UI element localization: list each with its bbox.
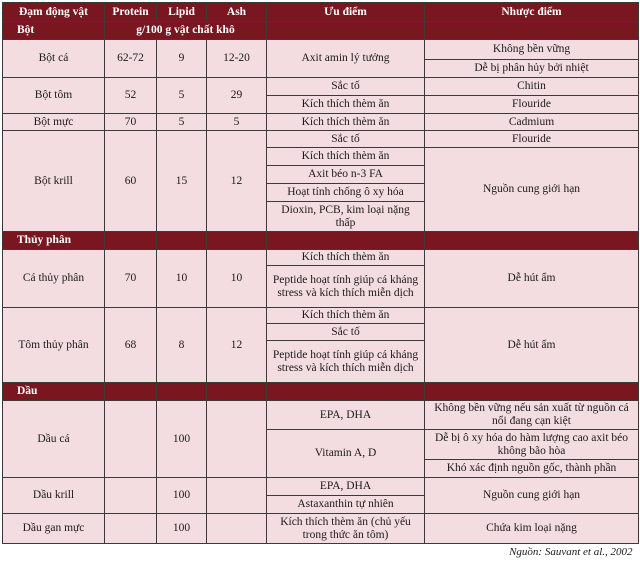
cons-item: Dễ bị ô xy hóa do hàm lượng cao axit béo không bão hòa (425, 430, 639, 460)
protein-value (105, 401, 157, 478)
table-row (3, 478, 639, 496)
table-row (3, 114, 639, 131)
nutrition-table-container (2, 2, 638, 569)
animal-protein-comparison-table (2, 2, 639, 560)
row-name: Dầu cá (3, 401, 105, 478)
pros-item: Dioxin, PCB, kim loại nặng thấp (267, 202, 425, 232)
section-meal-row (3, 22, 639, 40)
pros-item: Kích thích thèm ăn (267, 96, 425, 114)
header-ash: Ash (207, 3, 267, 22)
pros-item: Peptide hoạt tính giúp cá kháng stress và kích thích miễn dịch (267, 341, 425, 383)
table-row (3, 308, 639, 324)
ash-value: 12 (207, 131, 267, 232)
section-oil-row (3, 383, 639, 401)
table-row (3, 131, 639, 148)
lipid-value: 9 (157, 40, 207, 78)
cons-item: Chitin (425, 78, 639, 96)
protein-value (105, 478, 157, 514)
lipid-value: 100 (157, 514, 207, 544)
cons-item: Dễ bị phân hủy bởi nhiệt (425, 60, 639, 78)
cons-item: Không bền vững (425, 40, 639, 60)
header-lipid: Lipid (157, 3, 207, 22)
table-row (3, 40, 639, 60)
cons-item: Không bền vững nếu sản xuất từ nguồn cá nổi đang cạn kiệt (425, 401, 639, 430)
cons-item: Dễ hút ẩm (425, 250, 639, 308)
protein-value: 62-72 (105, 40, 157, 78)
ash-value: 10 (207, 250, 267, 308)
pros-item: Axit amin lý tưởng (267, 40, 425, 78)
ash-value: 5 (207, 114, 267, 131)
row-name: Bột mực (3, 114, 105, 131)
cons-item: Flouride (425, 131, 639, 148)
pros-item: Hoạt tính chống ô xy hóa (267, 184, 425, 202)
pros-item: Astaxanthin tự nhiên (267, 496, 425, 514)
lipid-value: 8 (157, 308, 207, 383)
header-cons: Nhược điểm (425, 3, 639, 22)
header-animal: Đạm động vật (3, 3, 105, 22)
source-row (3, 544, 639, 561)
cons-item: Chứa kim loại nặng (425, 514, 639, 544)
section-unit-label: g/100 g vật chất khô (105, 22, 267, 40)
header-row (3, 3, 639, 22)
header-pros: Ưu điểm (267, 3, 425, 22)
row-name: Bột tôm (3, 78, 105, 114)
section-oil-label: Dầu (3, 383, 105, 401)
protein-value: 68 (105, 308, 157, 383)
pros-item: Kích thích thèm ăn (chủ yếu trong thức ăn tôm) (267, 514, 425, 544)
lipid-value: 100 (157, 401, 207, 478)
lipid-value: 100 (157, 478, 207, 514)
pros-item: Kích thích thèm ăn (267, 250, 425, 266)
ash-value (207, 401, 267, 478)
ash-value: 29 (207, 78, 267, 114)
lipid-value: 5 (157, 114, 207, 131)
lipid-value: 15 (157, 131, 207, 232)
table-row (3, 250, 639, 266)
header-protein: Protein (105, 3, 157, 22)
cons-item: Cadmium (425, 114, 639, 131)
protein-value: 52 (105, 78, 157, 114)
ash-value: 12 (207, 308, 267, 383)
row-name: Bột cá (3, 40, 105, 78)
section-hydrolysate-label: Thủy phân (3, 232, 105, 250)
table-row (3, 78, 639, 96)
pros-item: Sắc tố (267, 131, 425, 148)
pros-item: Vitamin A, D (267, 430, 425, 478)
lipid-value: 5 (157, 78, 207, 114)
section-hydrolysate-row (3, 232, 639, 250)
pros-item: Kích thích thèm ăn (267, 308, 425, 324)
pros-item: Kích thích thèm ăn (267, 114, 425, 131)
cons-item: Dễ hút ẩm (425, 308, 639, 383)
pros-item: Axit béo n-3 FA (267, 166, 425, 184)
protein-value (105, 514, 157, 544)
protein-value: 70 (105, 114, 157, 131)
row-name: Dầu gan mực (3, 514, 105, 544)
protein-value: 70 (105, 250, 157, 308)
ash-value (207, 514, 267, 544)
table-row (3, 514, 639, 544)
pros-item: Sắc tố (267, 78, 425, 96)
ash-value: 12-20 (207, 40, 267, 78)
pros-item: Kích thích thèm ăn (267, 148, 425, 166)
row-name: Tôm thủy phân (3, 308, 105, 383)
ash-value (207, 478, 267, 514)
table-row (3, 401, 639, 430)
cons-item: Khó xác định nguồn gốc, thành phần (425, 460, 639, 478)
cons-item: Nguồn cung giới hạn (425, 478, 639, 514)
row-name: Dầu krill (3, 478, 105, 514)
protein-value: 60 (105, 131, 157, 232)
pros-item: EPA, DHA (267, 478, 425, 496)
source-citation: Nguồn: Sauvant et al., 2002 (3, 544, 639, 561)
section-meal-label: Bột (3, 22, 105, 40)
pros-item: Sắc tố (267, 324, 425, 341)
cons-item: Flouride (425, 96, 639, 114)
cons-item: Nguồn cung giới hạn (425, 148, 639, 232)
row-name: Cá thủy phân (3, 250, 105, 308)
lipid-value: 10 (157, 250, 207, 308)
row-name: Bột krill (3, 131, 105, 232)
pros-item: EPA, DHA (267, 401, 425, 430)
pros-item: Peptide hoạt tính giúp cá kháng stress và kích thích miễn dịch (267, 266, 425, 308)
